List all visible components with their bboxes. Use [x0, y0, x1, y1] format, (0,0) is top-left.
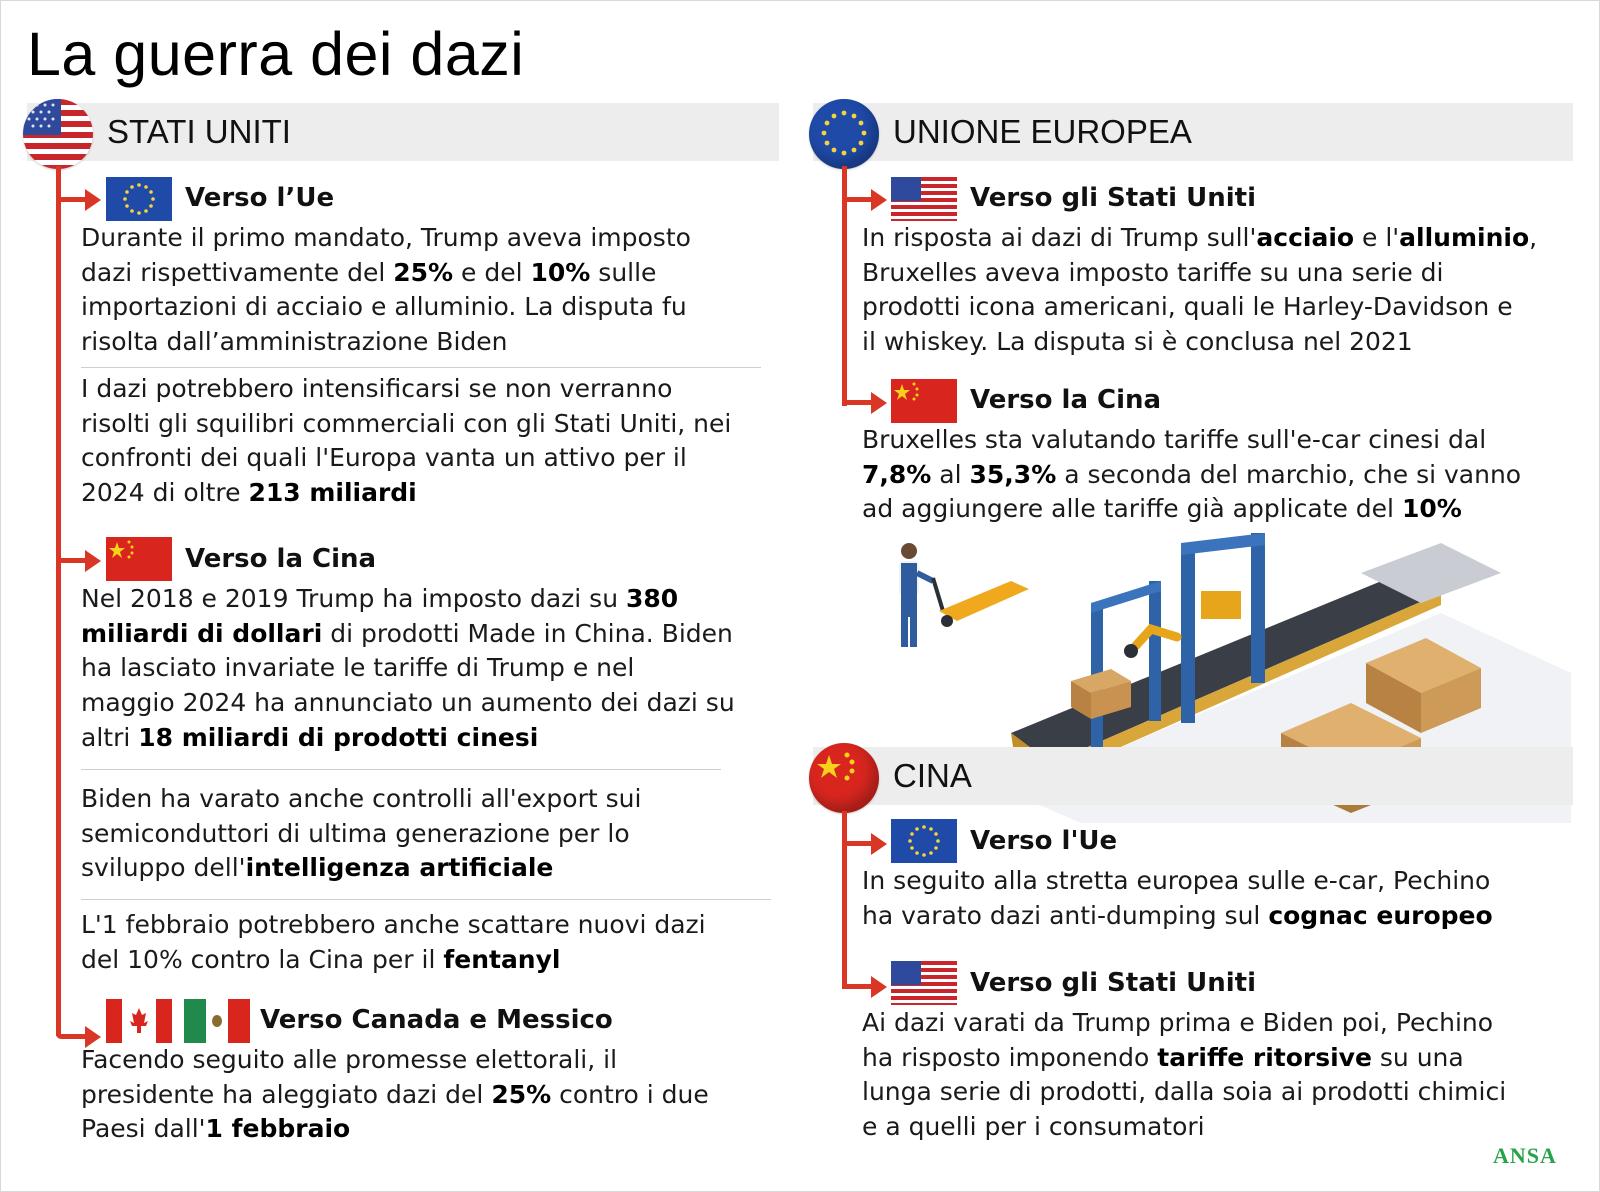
usa-flag-globe-icon: [23, 99, 93, 169]
eu-flag-icon: [891, 819, 957, 863]
timeline-branch: [842, 400, 872, 405]
paragraph-eu-china: Bruxelles sta valutando tariffe sull'e-car cinesi dal 7,8% al 35,3% a seconda del marchio, che si vanno ad aggiungere alle tariffe già applicate del 10%: [862, 425, 1522, 524]
china-flag-icon: [891, 379, 957, 423]
paragraph-usa-eu-1: Durante il primo mandato, Trump aveva imposto dazi rispettivamente del 25% e del 10% sulle importazioni di acciaio e alluminio. La disputa fu risolta dall’amministrazione Biden: [81, 223, 691, 357]
arrow-icon: [85, 189, 101, 211]
page-title: La guerra dei dazi: [27, 20, 525, 88]
paragraph-usa-china-2: Biden ha varato anche controlli all'export sui semiconduttori di ultima generazione per lo sviluppo dell'intelligenza artificiale: [81, 784, 642, 883]
paragraph-china-eu: In seguito alla stretta europea sulle e-car, Pechino ha varato dazi anti-dumping sul cognac europeo: [862, 866, 1493, 930]
china-flag-globe-icon: [809, 743, 879, 813]
section-header-label: UNIONE EUROPEA: [893, 113, 1192, 150]
timeline-branch: [56, 1034, 86, 1039]
section-header-label: CINA: [893, 757, 972, 794]
mexico-flag-icon: [184, 999, 250, 1043]
timeline-branch: [842, 841, 872, 846]
china-flag-icon: [106, 537, 172, 581]
subheading-usa-to-china: Verso la Cina: [185, 544, 377, 574]
timeline-branch: [842, 197, 872, 202]
paragraph-usa-canmex: Facendo seguito alle promesse elettorali, il presidente ha aleggiato dazi del 25% contro i due Paesi dall'1 febbraio: [81, 1045, 709, 1144]
divider: [81, 367, 761, 368]
usa-flag-icon: [891, 961, 957, 1005]
eu-flag-globe-icon: [809, 99, 879, 169]
paragraph-eu-usa: In risposta ai dazi di Trump sull'acciaio e l'alluminio, Bruxelles aveva imposto tariffe su una serie di prodotti icona americani, quali le Harley-Davidson e il whiskey. La disputa si è conclusa nel 2021: [862, 223, 1538, 357]
subheading-china-to-usa: Verso gli Stati Uniti: [970, 968, 1256, 998]
canada-flag-icon: [106, 999, 172, 1043]
ansa-logo: ANSA: [1493, 1143, 1557, 1168]
section-header-usa: [27, 103, 779, 161]
paragraph-china-usa: Ai dazi varati da Trump prima e Biden poi, Pechino ha risposto imponendo tariffe ritorsive su una lunga serie di prodotti, dalla soia ai prodotti chimici e a quelli per i consumatori: [862, 1008, 1507, 1142]
timeline-rail: [842, 166, 847, 406]
divider: [81, 769, 721, 770]
timeline-branch: [56, 197, 86, 202]
arrow-icon: [85, 550, 101, 572]
usa-flag-icon: [891, 177, 957, 221]
section-header-eu: [813, 103, 1573, 161]
section-header-china: [813, 747, 1573, 805]
timeline-branch: [842, 984, 872, 989]
timeline-rail: [842, 811, 847, 989]
arrow-icon: [871, 833, 887, 855]
subheading-eu-to-usa: Verso gli Stati Uniti: [970, 183, 1256, 213]
arrow-icon: [871, 976, 887, 998]
paragraph-usa-china-1: Nel 2018 e 2019 Trump ha imposto dazi su 380 miliardi di dollari di prodotti Made in China. Biden ha lasciato invariate le tariffe di Trump e nel maggio 2024 ha annunciato un aumento dei dazi su altri 18 miliardi di prodotti cinesi: [81, 584, 735, 752]
paragraph-usa-china-3: L'1 febbraio potrebbero anche scattare nuovi dazi del 10% contro la Cina per il fentanyl: [81, 910, 706, 974]
eu-flag-icon: [106, 177, 172, 221]
subheading-china-to-eu: Verso l'Ue: [970, 826, 1118, 856]
section-header-label: STATI UNITI: [107, 113, 291, 150]
timeline-branch: [56, 558, 86, 563]
subheading-eu-to-china: Verso la Cina: [970, 385, 1162, 415]
arrow-icon: [871, 189, 887, 211]
arrow-icon: [871, 392, 887, 414]
divider: [81, 899, 771, 900]
timeline-rail: [56, 166, 61, 1036]
paragraph-usa-eu-2: I dazi potrebbero intensificarsi se non verranno risolti gli squilibri commerciali con gli Stati Uniti, nei confronti dei quali l'Europa vanta un attivo per il 2024 di oltre 213 miliardi: [81, 374, 732, 508]
subheading-usa-to-eu: Verso l’Ue: [185, 183, 335, 213]
subheading-usa-to-canada-mexico: Verso Canada e Messico: [260, 1005, 613, 1035]
